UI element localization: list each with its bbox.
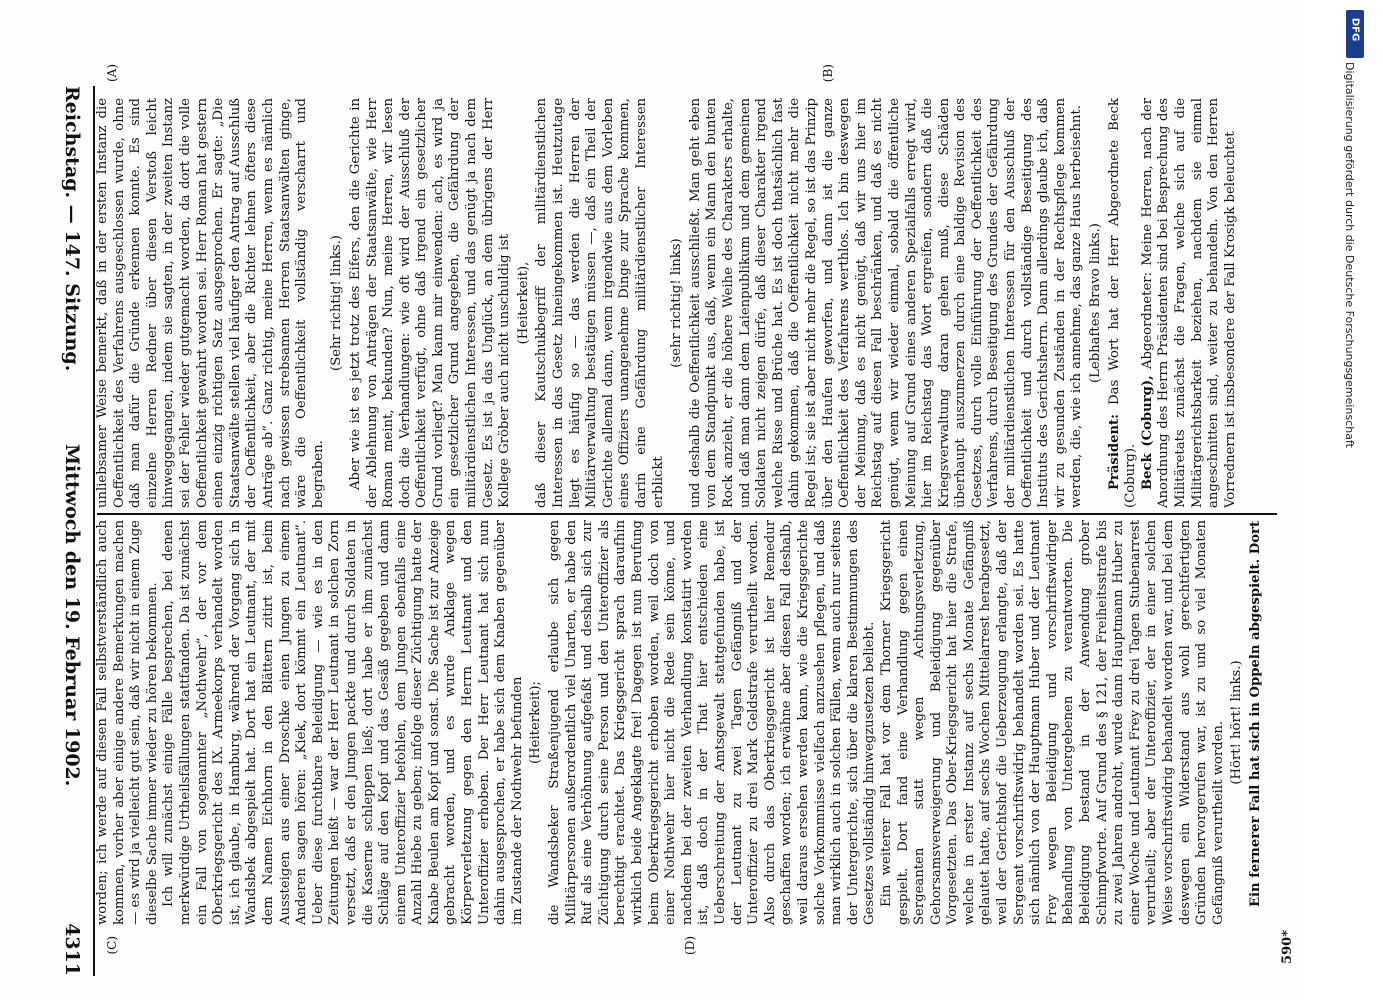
right-column — [95, 520, 1287, 925]
paragraph: Ein weiterer Fall hat vor dem Thorner Kriegsgericht gespielt. Dort fand eine Verhandlung gegen einen Sergeanten statt wegen Achtungsverletzung, Gehorsamsverweigerung und Beleidigung gegenüber Vorgesetzten. Das Ober-Kriegsgericht hat hier die Strafe, welche in erster Instanz auf sechs Monate Gefängniß gelautet hatte, auf sechs Wochen Mittelarrest herabgesetzt, weil der Gerichtshof die Ueberzeugung erlangte, daß der Sergeant vorschriftswidrig behandelt worden sei. Es hatte sich nämlich von der Hauptmann Huber und der Leutnant Frey wegen Beleidigung und vorschriftswidriger Behandlung von Untergebenen zu verantworten. Die Beleidigung bestand in der Anwendung grober Schimpfworte. Auf Grund des § 121, der Freiheitsstrafe bis zu zwei Jahren androht, wurde dann Hauptmann Huber zu einer Woche und Leutnant Frey zu drei Tagen Stubenarrest verurtheilt; aber der Unteroffizier, der in einer solchen Weise vorschriftswidrig behandelt worden war, und bei dem deswegen ein Widerstand aus wohl gerechtfertigten Gründen hervorgerufen war, ist zu und so viel Monaten Gefängniß verurtheilt worden. — [878, 520, 1226, 925]
header-page-number: 4311 — [61, 923, 83, 976]
paragraph: und deshalb die Oeffentlichkeit ausschließt. Man geht eben von dem Standpunkt aus, daß, wenn ein Mann den bunten Rock anzieht, er die höhere Weihe des Charakters erhalte, und daß man dann dem Laienpublikum und dem gemeinen Soldaten nicht zeigen dürfe, daß dieser Charakter irgend welche Risse und Brüche hat. Es ist doch thatsächlich fast dahin gekommen, daß die Oeffentlichkeit nicht mehr die Regel ist; sie ist aber nicht mehr die Regel, so ist das Prinzip über den Haufen geworfen, und dann ist die ganze Oeffentlichkeit des Verfahrens werthlos. Ich bin deswegen der Meinung, daß es nicht genügt, daß wir uns hier im Reichstag auf diesen Fall beschränken, und daß es nicht genügt, wenn wir wieder einmal, sobald die öffentliche Meinung auf Grund eines anderen Spezialfalls erregt wird, hier im Reichstag das Wort ergreifen, sondern daß die Kriegsverwaltung daran gehen muß, diese Schäden überhaupt auszumerzen durch eine baldige Revision des Gesetzes, durch volle Einführung der Oeffentlichkeit des Verfahrens, durch Beseitigung des Grundes der Gefährdung der militärdienstlichen Interessen für den Ausschluß der Oeffentlichkeit und durch vollständige Beseitigung des Instituts des Gerichtsherrn. Dann allerdings glaube ich, daß wir zu gesunden Zuständen in der Rechtspflege kommen werden, die, wie ich annehme, das ganze Haus herbeisehnt. — [687, 98, 1085, 508]
margin-marker-d: (D) — [683, 936, 697, 955]
speaker-name: Beck (Coburg), — [1139, 375, 1155, 490]
left-column — [95, 98, 1287, 508]
speaker-label: Präsident: — [1106, 413, 1122, 490]
emphasized-sentence: Ein fernerer Fall hat sich in Oppeln abgespielt. Dort — [1247, 520, 1263, 907]
paragraph: daß dieser Kautschukbegriff der militärdienstlichen Interessen in das Gesetz hineingekommen ist. Heutzutage liegt es häufig so — das werden die Herren der Militärverwaltung bestätigen müssen —, daß ein Theil der Gerichte allemal dann, wenn irgendwie aus dem Vorleben eines Offiziers unangenehme Dinge zur Sprache kommen, darin eine Gefährdung militärdienstlicher Interessen erblickt — [534, 98, 666, 508]
dfg-logo — [1346, 10, 1364, 58]
interjection: (Hört! hört! links.) — [1229, 660, 1245, 785]
column-divider — [97, 513, 1277, 515]
speaker-paragraph — [1107, 98, 1140, 508]
paragraph: unliebsamer Weise bemerkt, daß in der ersten Instanz die Oeffentlichkeit des Verfahrens ausgeschlossen wurde, ohne daß man dafür die Gründe erkennen konnte. Es sind einzelne Herren Redner über diesen Verstoß leicht hinweggegangen, indem sie sagten, in der zweiten Instanz sei der Fehler wieder gutgemacht worden, da dort die volle Oeffentlichkeit gewahrt worden sei. Herr Roman hat gestern einen einzig richtigen Satz ausgesprochen. Er sagte: „Die Staatsanwälte stellen viel häufiger den Antrag auf Ausschluß der Oeffentlichkeit, aber die Richter lehnen öfters diese Anträge ab“. Ganz richtig, meine Herren, wenn es nämlich nach gewissen strebsamen Herren Staatsanwälten ginge, wäre die Oeffentlichkeit vollständig verscharrt und begraben. — [95, 98, 326, 508]
interjection: (Heiterkeit); — [528, 681, 544, 764]
interjection: (Heiterkeit), — [515, 261, 531, 345]
margin-marker-a: (A) — [105, 64, 119, 83]
speaker-text: Das Wort hat der Herr Abgeordnete Beck (Coburg). — [1106, 98, 1139, 508]
interjection: (Sehr richtig! links.) — [329, 235, 345, 371]
header-date: Mittwoch den 19. Februar 1902. — [61, 444, 83, 787]
header-session: Reichstag. — 147. Sitzung. — [61, 86, 83, 372]
paragraph — [1248, 520, 1265, 925]
digitization-credit: Digitalisierung gefördert durch die Deutsche Forschungsgemeinschaft — [1343, 62, 1356, 448]
digitization-sidebar — [1334, 10, 1376, 990]
page-code: 590* — [1280, 930, 1295, 964]
interjection: (Lebhaftes Bravo links.) — [1088, 223, 1104, 383]
interjection: (sehr richtig! links) — [669, 238, 685, 368]
speech-text: Abgeordneter: Meine Herren, nach der Anordnung des Herrn Präsidenten sind bei Besprechung des Militäretats zunächst die Fragen, welche sich auf die Militärgerichtsbarkeit beziehen, nachdem sie einmal angeschnitten sind, weiter zu behandeln. Von den Herren Vorrednern ist insbesondere der Fall Krosigk beleuchtet — [1139, 98, 1238, 508]
paragraph: die Wandsbeker Straßenjugend erlaube sich gegen Militärpersonen außerordentlich viel Unarten, er habe den Ruf als eine Verhöhnung aufgefaßt und deshalb sich zur Züchtigung durch seine Person und den Unteroffizier als berechtigt erachtet. Das Kriegsgericht sprach daraufhin wirklich beide Angeklagte frei! Dagegen ist nun Berufung beim Oberkriegsgericht erhoben worden, weil doch von einer Nothwehr hier nicht die Rede sein könne, und nachdem bei der zweiten Verhandlung konstatirt worden ist, daß doch in der That hier entschieden eine Ueberschreitung der Amtsgewalt stattgefunden habe, ist der Leutnant zu zwei Tagen Gefängniß und der Unteroffizier zu drei Mark Geldstrafe verurtheilt worden. Also durch das Oberkriegsgericht ist hier Remedur geschaffen worden; ich erwähne aber diesen Fall deshalb, weil daraus ersehen werden kann, wie die Kriegsgerichte solche Vorkommnisse vielfach anzusehen pflegen, und daß man wirklich auch in solchen Fällen, wenn auch nur seitens der Untergerichte, sich über die klaren Bestimmungen des Gesetzes vollständig hinwegzusetzen beliebt. — [547, 520, 878, 925]
margin-marker-c: (C) — [105, 936, 119, 955]
paragraph: Ich will zunächst einige Fälle besprechen, bei denen merkwürdige Urtheilsfällungen stattfanden. Da ist zunächst ein Fall von sogenannter „Nothwehr“, der vor dem Oberkriegsgericht des IX. Armeekorps verhandelt worden ist, ich glaube, in Hamburg, während der Vorgang sich in Wandsbek abgespielt hat. Dort hat ein Leutnant, der mit dem Namen Eichhorn in den Blättern zitirt ist, beim Aussteigen aus einer Droschke einen Jungen zu einem Anderen sagen hören: „Kiek, dort kömmt ein Leutnant“. Ueber diese furchtbare Beleidigung — wie es in den Zeitungen heißt — war der Herr Leutnant in solchen Zorn versetzt, daß er den Jungen packte und durch Soldaten in die Kaserne schleppen ließ; dort habe er ihm zunächst Schläge auf den Kopf und das Gesäß gegeben und dann einem Unteroffizier befohlen, dem Jungen ebenfalls eine Anzahl Hiebe zu geben; infolge dieser Züchtigung hatte der Knabe Beulen am Kopf und sonst. Die Sache ist zur Anzeige gebracht worden, und es wurde Anklage wegen Körperverletzung gegen den Herrn Leutnant und den Unteroffizier erhoben. Der Herr Leutnant hat sich nun dahin ausgesprochen, er habe sich dem Knaben gegenüber im Zustande der Nothwehr befunden — [161, 520, 525, 925]
speaker-paragraph — [1140, 98, 1240, 508]
page-header — [59, 86, 83, 976]
paragraph: worden; ich werde auf diesen Fall selbstverständlich auch kommen, vorher aber einige andere Bemerkungen machen — es wird ja vielleicht gut sein, daß wir nicht in einem Zuge dieselbe Sache immer wieder zu hören bekommen. — [95, 520, 160, 925]
dfg-logo-text: DFG — [1349, 17, 1361, 42]
paragraph: Aber wie ist es jetzt trotz des Eifers, den die Gerichte in der Ablehnung von Anträgen der Staatsanwälte, wie Herr Roman meint, bekunden? Nun, meine Herren, wir lesen doch die Verhandlungen: wie oft wird der Ausschluß der Oeffentlichkeit verfügt, ohne daß irgend ein gesetzlicher Grund vorliegt? Man kann mir einwenden: ach, es wird ja ein gesetzlicher Grund angegeben, die Gefährdung der militärdienstlichen Interessen, und das genügt ja nach dem Gesetz. Es ist ja das Unglück, an dem übrigens der Herr Kollege Gröber auch nicht unschuldig ist — [347, 98, 513, 508]
margin-marker-b: (B) — [821, 64, 835, 83]
